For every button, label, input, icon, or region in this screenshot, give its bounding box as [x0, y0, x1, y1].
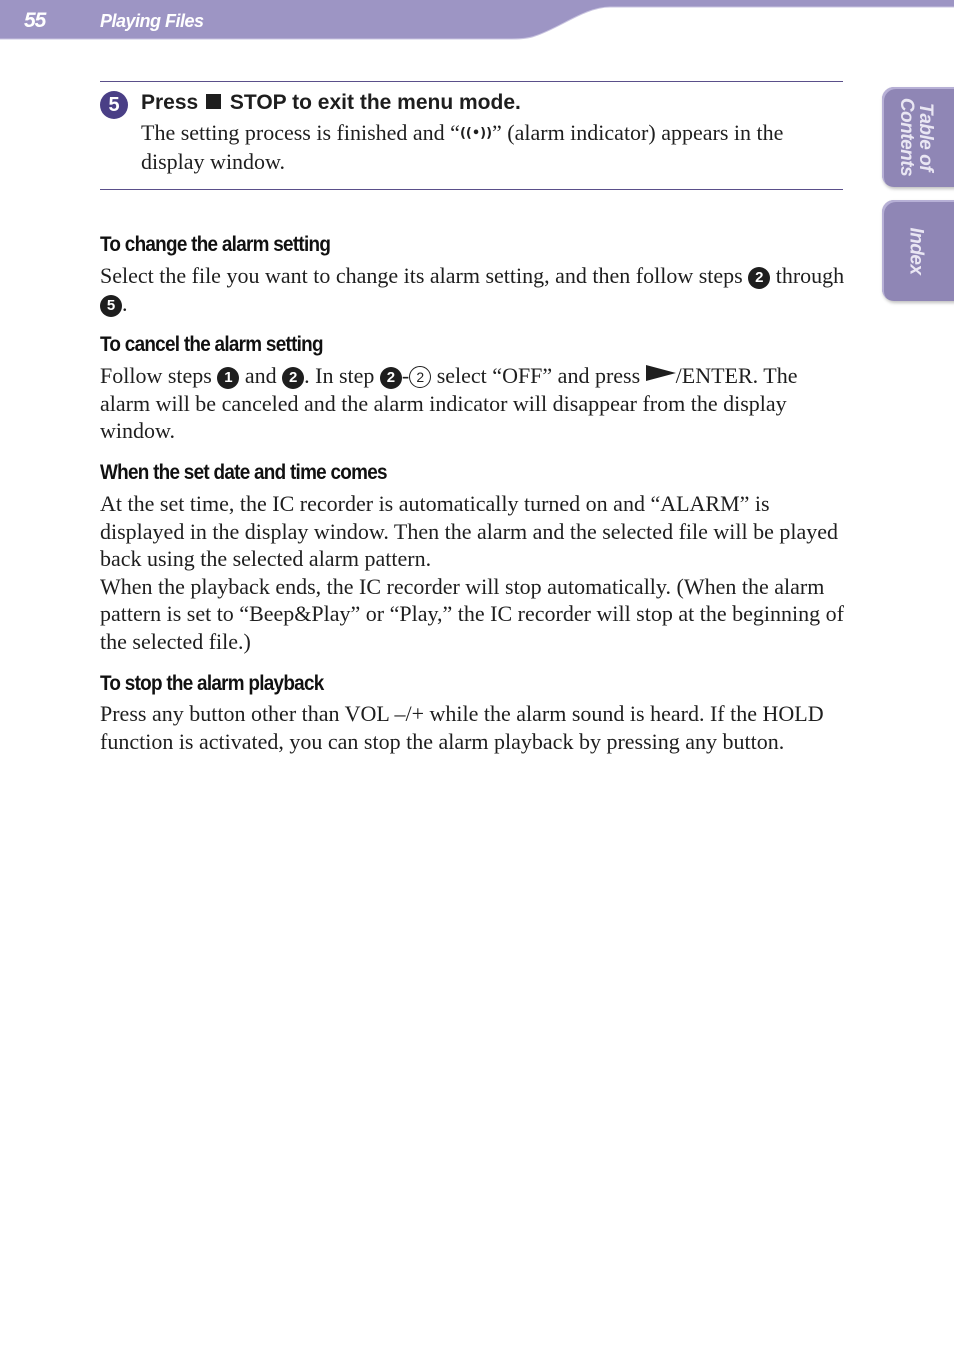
- alarm-time-text: [100, 490, 845, 655]
- play-enter-icon: [646, 365, 676, 381]
- alarm-time-paragraph-2: When the playback ends, the IC recorder will stop automatically. (When the alarm pattern is set to “Beep&Play” or “Play,” the IC recorder will stop at the beginning of the selected file.): [100, 573, 844, 654]
- step-description: The setting process is finished and “((•))” (alarm indicator) appears in the display window.: [141, 120, 784, 174]
- step-heading: Press STOP to exit the menu mode.: [141, 91, 521, 114]
- step-5-icon: 5: [100, 295, 122, 317]
- index-tab-label: Index: [905, 226, 927, 275]
- step-box-bottom-rule: [100, 189, 843, 190]
- table-of-contents-tab[interactable]: [882, 87, 954, 187]
- step-2-icon: 2: [380, 367, 402, 389]
- section-title: Playing Files: [100, 11, 204, 31]
- step-2-icon: 2: [748, 267, 770, 289]
- change-alarm-text: Select the file you want to change its alarm setting, and then follow steps 2 through 5 .: [100, 263, 845, 316]
- toc-tab-label: Table of Contents: [896, 97, 936, 177]
- alarm-indicator-icon: ((•)): [459, 126, 493, 141]
- step-1-icon: 1: [217, 367, 239, 389]
- alarm-time-heading: When the set date and time comes: [100, 461, 387, 484]
- step-number-badge: 5: [100, 91, 128, 119]
- alarm-time-paragraph-1: At the set time, the IC recorder is automatically turned on and “ALARM” is displayed in the display window. Then the alarm and the selected file will be played back using the selected alarm pattern.: [100, 491, 839, 571]
- change-alarm-heading: To change the alarm setting: [100, 233, 331, 256]
- cancel-alarm-heading: To cancel the alarm setting: [100, 333, 323, 356]
- index-tab[interactable]: [882, 200, 954, 301]
- step-2-icon: 2: [282, 367, 304, 389]
- page-number: 55: [24, 9, 46, 32]
- page-header: [0, 0, 954, 40]
- stop-alarm-heading: To stop the alarm playback: [100, 672, 324, 695]
- stop-alarm-text: Press any button other than VOL –/+ while the alarm sound is heard. If the HOLD function is activated, you can stop the alarm playback by pressing any button.: [100, 701, 824, 754]
- step-box-top-rule: [100, 81, 843, 82]
- cancel-alarm-text: Follow steps 1 and 2 . In step 2 - 2 select “OFF” and press /ENTER. The alarm will be canceled and the alarm indicator will disappear from the display window.: [100, 363, 798, 443]
- stop-icon: [206, 94, 221, 109]
- substep-2-icon: 2: [409, 366, 431, 388]
